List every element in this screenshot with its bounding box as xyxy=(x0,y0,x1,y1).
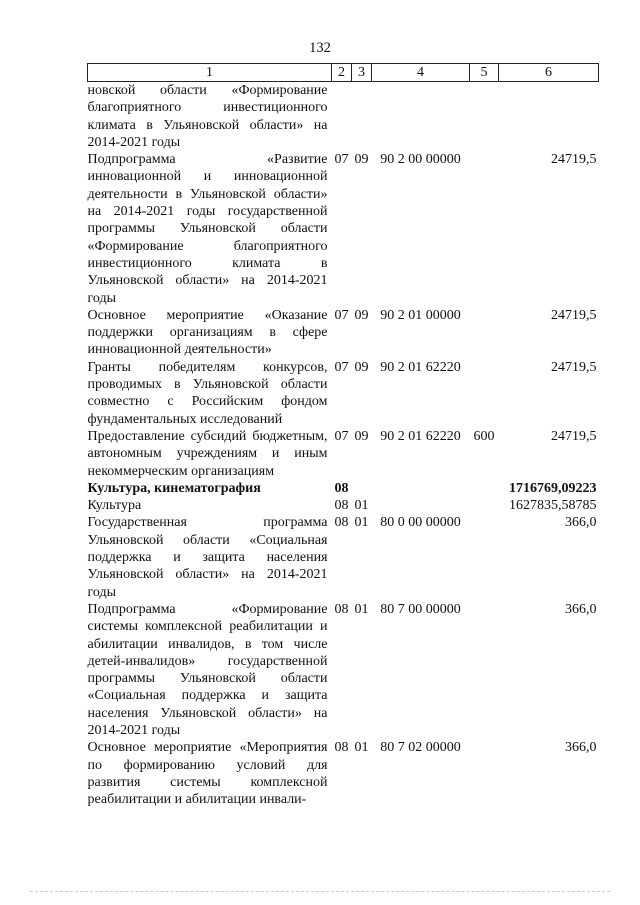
row-subsection-code: 01 xyxy=(354,601,369,617)
row-amount: 366,0 xyxy=(565,601,597,617)
table-row xyxy=(88,497,599,514)
row-name: Гранты победителям конкурсов, проводимых в Ульяновской области совместно с Российским фондом фундаментальных исследований xyxy=(87,359,328,427)
row-target-code: 90 2 01 62220 xyxy=(380,428,461,444)
row-amount: 1716769,09223 xyxy=(509,480,597,496)
row-expense-type-code xyxy=(470,82,499,152)
row-name: Подпрограмма «Формирование системы комплексной реабилитации и абилитации инвалидов, в том числе детей-инвалидов» государственной программы Ульяновской области «Социальная поддержка и защита населения Ульяновской области» на 2014-2021 годы xyxy=(87,601,328,738)
row-section-code: 08 xyxy=(334,498,349,514)
row-section-code: 08 xyxy=(334,601,349,617)
row-amount: 24719,5 xyxy=(551,428,597,444)
row-expense-type-code xyxy=(470,601,499,739)
row-expense-type-code xyxy=(470,359,499,428)
row-amount: 24719,5 xyxy=(551,359,597,375)
column-header-2: 2 xyxy=(332,64,352,82)
row-target-code xyxy=(372,497,470,514)
budget-table xyxy=(87,63,599,808)
column-header-3: 3 xyxy=(352,64,372,82)
row-subsection-code: 01 xyxy=(354,740,369,756)
row-subsection-code xyxy=(352,480,372,497)
row-target-code xyxy=(372,82,470,152)
row-name: Подпрограмма «Развитие инновационной и инновационной деятельности в Ульяновской области» на 2014-2021 годы государственной программы Ульяновской области «Формирование благоприятного инвестиционного климата в Ульяновской области» на 2014-2021 годы xyxy=(87,152,328,306)
table-row xyxy=(88,82,599,152)
row-target-code: 90 2 01 62220 xyxy=(380,359,461,375)
row-amount: 24719,5 xyxy=(551,152,597,168)
table-row xyxy=(88,514,599,600)
row-target-code: 80 0 00 00000 xyxy=(380,515,461,531)
row-section-code: 07 xyxy=(334,359,349,375)
row-subsection-code: 09 xyxy=(354,152,369,168)
row-expense-type-code xyxy=(470,514,499,600)
table-row xyxy=(88,359,599,428)
table-body xyxy=(88,82,599,809)
row-expense-type-code xyxy=(470,497,499,514)
row-amount: 366,0 xyxy=(565,515,597,531)
row-expense-type-code xyxy=(470,480,499,497)
row-target-code: 90 2 01 00000 xyxy=(380,307,461,323)
row-amount xyxy=(499,82,599,152)
row-name: новской области «Формирование благоприятного инвестиционного климата в Ульяновской области» на 2014-2021 годы xyxy=(87,83,328,150)
row-subsection-code: 09 xyxy=(354,307,369,323)
row-subsection-code: 01 xyxy=(354,515,369,531)
row-expense-type-code xyxy=(470,739,499,808)
row-name: Предоставление субсидий бюджетным, автономным учреждениям и иным некоммерческим организациям xyxy=(87,428,328,479)
row-section-code xyxy=(332,82,352,152)
scan-artifact-line xyxy=(30,891,610,892)
row-name: Основное мероприятие «Мероприятия по формированию условий для развития системы комплексной реабилитации и абилитации инвали- xyxy=(87,740,328,808)
page-number: 132 xyxy=(309,40,331,56)
row-expense-type-code xyxy=(470,307,499,359)
row-subsection-code: 01 xyxy=(354,498,369,514)
column-header-1: 1 xyxy=(88,64,332,82)
table-row xyxy=(88,428,599,480)
column-header-6: 6 xyxy=(499,64,599,82)
table-row xyxy=(88,151,599,307)
row-name: Государственная программа Ульяновской области «Социальная поддержка и защита населения Ульяновской области» на 2014-2021 годы xyxy=(87,515,328,600)
table-row xyxy=(88,480,599,497)
row-section-code: 08 xyxy=(334,480,349,496)
row-section-code: 07 xyxy=(334,428,349,444)
table-row xyxy=(88,601,599,739)
table-row xyxy=(88,307,599,359)
row-subsection-code: 09 xyxy=(354,428,369,444)
row-section-code: 08 xyxy=(334,740,349,756)
row-section-code: 07 xyxy=(334,307,349,323)
row-amount: 1627835,58785 xyxy=(509,498,597,514)
row-subsection-code xyxy=(352,82,372,152)
row-amount: 366,0 xyxy=(565,740,597,756)
row-name: Культура, кинематография xyxy=(87,480,261,496)
row-target-code: 90 2 00 00000 xyxy=(380,152,461,168)
row-amount: 24719,5 xyxy=(551,307,597,323)
table-header-row xyxy=(88,64,599,82)
column-header-4: 4 xyxy=(372,64,470,82)
row-target-code: 80 7 00 00000 xyxy=(380,601,461,617)
row-target-code: 80 7 02 00000 xyxy=(380,740,461,756)
row-subsection-code: 09 xyxy=(354,359,369,375)
column-header-5: 5 xyxy=(470,64,499,82)
row-expense-type-code xyxy=(470,151,499,307)
row-expense-type-code: 600 xyxy=(473,428,495,444)
row-section-code: 07 xyxy=(334,152,349,168)
table-row xyxy=(88,739,599,808)
row-target-code xyxy=(372,480,470,497)
row-name: Основное мероприятие «Оказание поддержки организациям в сфере инновационной деятельности» xyxy=(87,307,328,358)
row-name: Культура xyxy=(87,498,142,514)
row-section-code: 08 xyxy=(334,515,349,531)
